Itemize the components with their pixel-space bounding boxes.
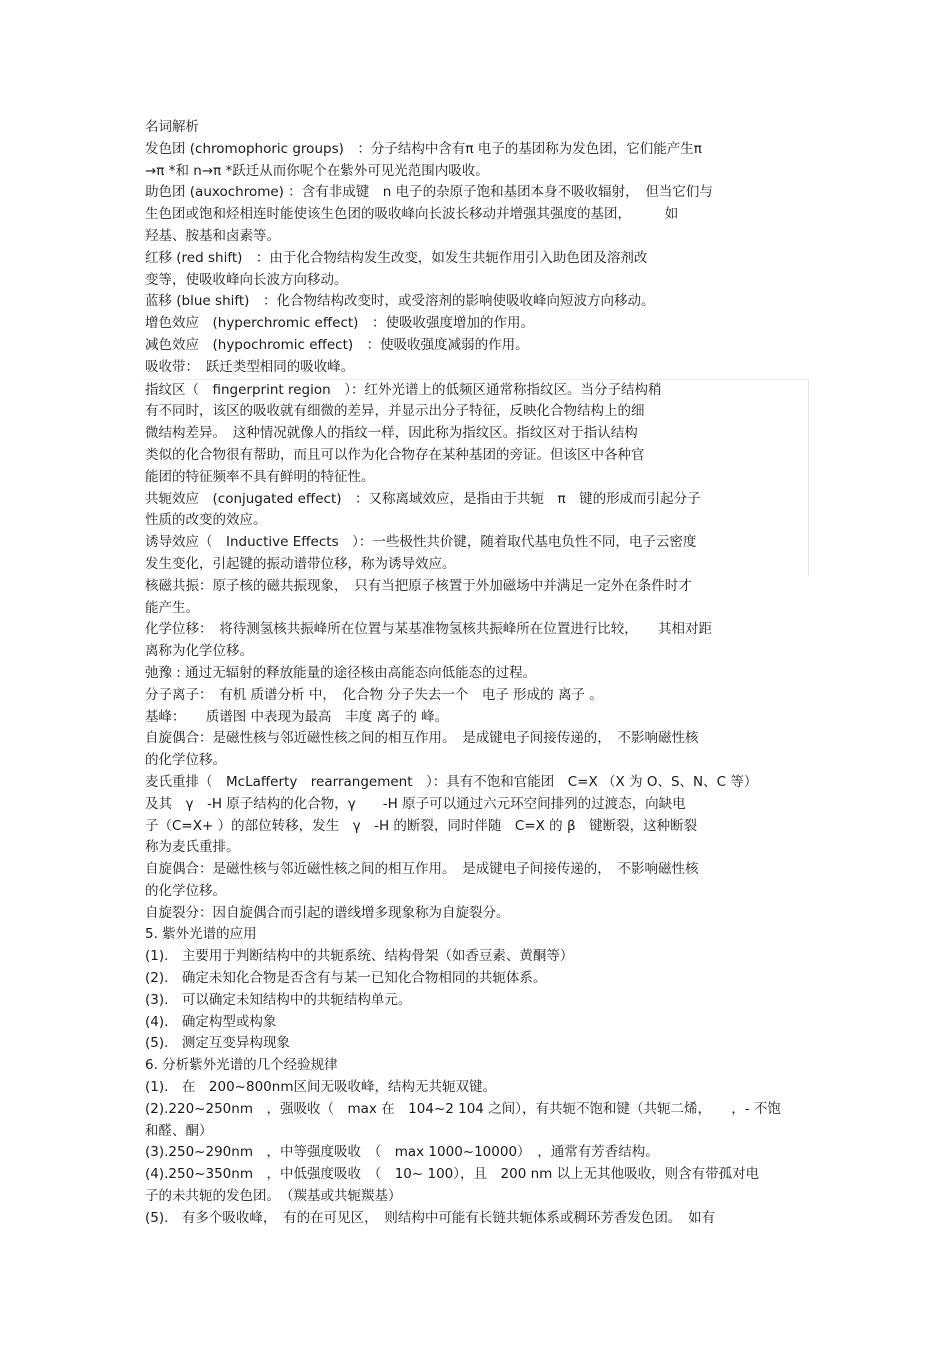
- text-line: 蓝移 (blue shift) ：化合物结构改变时，或受溶剂的影响使吸收峰向短波方向移动。: [145, 293, 655, 310]
- text-line: 微结构差异。 这种情况就像人的指纹一样，因此称为指纹区。指纹区对于指认结构: [145, 425, 638, 442]
- list-item: 和醛、酮）: [145, 1122, 213, 1139]
- list-item: (5). 有多个吸收峰， 有的在可见区， 则结构中可能有长链共轭体系或稠环芳香发色团。 如有: [145, 1209, 716, 1226]
- text-line: 生色团或饱和烃相连时能使该生色团的吸收峰向长波长移动并增强其强度的基团， 如: [145, 206, 679, 223]
- text-line: 性质的改变的效应。: [145, 512, 267, 529]
- text-line: 能产生。: [145, 599, 199, 616]
- text-line: 增色效应 (hyperchromic effect) ：使吸收强度增加的作用。: [145, 315, 534, 332]
- section-heading: 名词解析: [145, 119, 199, 135]
- text-line: 子（C=X+ ）的部位转移，发生 γ -H 的断裂，同时伴随 C=X 的 β 键断裂，这种断裂: [145, 817, 698, 834]
- text-line: 化学位移： 将待测氢核共振峰所在位置与某基准物氢核共振峰所在位置进行比较， 其相对距: [145, 621, 712, 638]
- list-item: (2).220~250nm ，强吸收（ max 在 104~2 104 之间），有共轭不饱和键（共轭二烯， ，- 不饱: [145, 1100, 781, 1117]
- text-line: 减色效应 (hypochromic effect) ：使吸收强度减弱的作用。: [145, 336, 529, 353]
- fingerprint-block: [143, 379, 809, 576]
- text-line: 麦氏重排（ McLafferty rearrangement ）：具有不饱和官能团 C=X （X 为 O、S、N、C 等）: [145, 773, 758, 790]
- text-line: 诱导效应（ Inductive Effects ）：一些极性共价键，随着取代基电负性不同，电子云密度: [145, 534, 697, 551]
- text-line: 及其 γ -H 原子结构的化合物，γ -H 原子可以通过六元环空间排列的过渡态，向缺电: [145, 795, 686, 812]
- text-line: 指纹区（ fingerprint region ）：红外光谱上的低频区通常称指纹区。当分子结构稍: [145, 381, 662, 398]
- section-heading: 6. 分析紫外光谱的几个经验规律: [145, 1057, 338, 1074]
- text-line: 助色团 (auxochrome) ：含有非成键 n 电子的杂原子饱和基团本身不吸收辐射， 但当它们与: [145, 184, 713, 201]
- text-line: 有不同时，该区的吸收就有细微的差异，并显示出分子特征，反映化合物结构上的细: [145, 403, 645, 420]
- text-line: 类似的化合物很有帮助，而且可以作为化合物存在某种基团的旁证。但该区中各种官: [145, 446, 645, 463]
- text-line: 能团的特征频率不具有鲜明的特征性。: [145, 468, 375, 485]
- text-line: 共轭效应 (conjugated effect) ：又称离域效应，是指由于共轭 π 键的形成而引起分子: [145, 490, 701, 507]
- text-line: 基峰： 质谱图 中表现为最高 丰度 离子的 峰。: [145, 708, 449, 725]
- list-item: (4).250~350nm ，中低强度吸收 （ 10~ 100），且 200 nm 以上无其他吸收，则含有带孤对电: [145, 1166, 760, 1183]
- list-item: (3).250~290nm ，中等强度吸收 （ max 1000~10000） ，通常有芳香结构。: [145, 1144, 659, 1161]
- list-item: 子的未共轭的发色团。 （羰基或共轭羰基）: [145, 1188, 402, 1205]
- text-line: 发色团 (chromophoric groups) ：分子结构中含有π 电子的基团称为发色团，它们能产生π: [145, 140, 702, 157]
- text-line: 红移 (red shift) ：由于化合物结构发生改变，如发生共轭作用引入助色团及溶剂改: [145, 249, 648, 266]
- list-item: (3). 可以确定未知结构中的共轭结构单元。: [145, 991, 412, 1008]
- text-line: 的化学位移。: [145, 882, 226, 899]
- text-line: 离称为化学位移。: [145, 643, 253, 660]
- document-body: [145, 117, 810, 1230]
- list-item: (2). 确定未知化合物是否含有与某一已知化合物相同的共轭体系。: [145, 970, 547, 987]
- text-line: 核磁共振：原子核的磁共振现象， 只有当把原子核置于外加磁场中并满足一定外在条件时才: [145, 577, 692, 594]
- text-line: 自旋裂分：因自旋偶合而引起的谱线增多现象称为自旋裂分。: [145, 904, 510, 921]
- text-line: 自旋偶合：是磁性核与邻近磁性核之间的相互作用。 是成键电子间接传递的， 不影响磁性核: [145, 861, 699, 878]
- text-line: →π *和 n→π *跃迁从而你呢个在紫外可见光范围内吸收。: [145, 162, 489, 179]
- text-line: 羟基、胺基和卤素等。: [145, 227, 280, 244]
- text-line: 发生变化，引起键的振动谱带位移，称为诱导效应。: [145, 555, 456, 572]
- text-line: 弛豫 : 通过无辐射的释放能量的途径核由高能态向低能态的过程。: [145, 664, 537, 681]
- section-heading: 5. 紫外光谱的应用: [145, 926, 257, 943]
- list-item: (1). 在 200~800nm区间无吸收峰，结构无共轭双键。: [145, 1079, 496, 1096]
- list-item: (1). 主要用于判断结构中的共轭系统、结构骨架（如香豆素、黄酮等）: [145, 948, 574, 965]
- list-item: (5). 测定互变异构现象: [145, 1035, 290, 1052]
- text-line: 吸收带： 跃迁类型相同的吸收峰。: [145, 358, 355, 375]
- list-item: (4). 确定构型或构象: [145, 1013, 277, 1030]
- text-line: 自旋偶合：是磁性核与邻近磁性核之间的相互作用。 是成键电子间接传递的， 不影响磁性核: [145, 730, 699, 747]
- text-line: 变等，使吸收峰向长波方向移动。: [145, 271, 348, 288]
- text-line: 称为麦氏重排。: [145, 839, 240, 856]
- text-line: 的化学位移。: [145, 752, 226, 769]
- text-line: 分子离子： 有机 质谱分析 中， 化合物 分子失去一个 电子 形成的 离子 。: [145, 686, 603, 703]
